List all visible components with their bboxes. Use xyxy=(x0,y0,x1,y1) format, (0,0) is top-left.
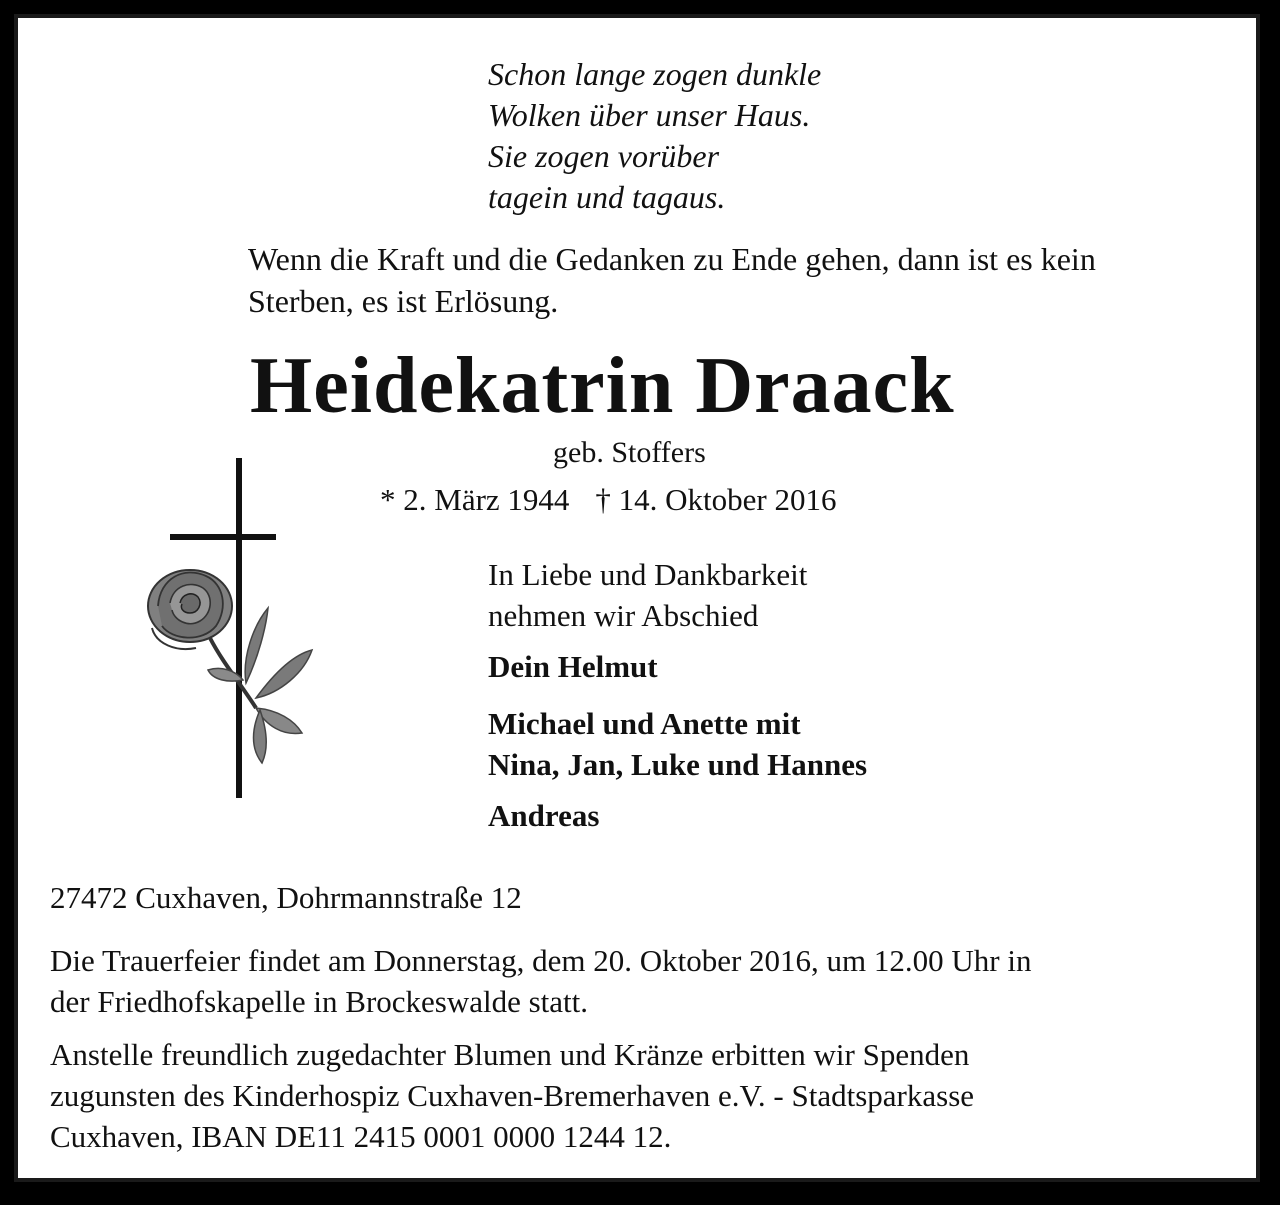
poem-line: tagein und tagaus. xyxy=(488,179,726,215)
death-date: † 14. Oktober 2016 xyxy=(595,482,837,517)
deceased-name: Heidekatrin Draack xyxy=(250,342,955,430)
mourner-name: Dein Helmut xyxy=(488,649,658,684)
poem-line: Sie zogen vorüber xyxy=(488,138,720,174)
rose-icon xyxy=(148,570,312,763)
farewell-block xyxy=(488,554,867,836)
funeral-service-info xyxy=(50,940,1031,1022)
poem xyxy=(488,54,821,218)
donation-line: zugunsten des Kinderhospiz Cuxhaven-Bremerhaven e.V. - Stadtsparkasse xyxy=(50,1078,975,1113)
mourner-name: Andreas xyxy=(488,798,600,833)
maiden-name: geb. Stoffers xyxy=(553,436,706,469)
donation-info xyxy=(50,1034,974,1157)
birth-date: * 2. März 1944 xyxy=(380,482,570,517)
mourner-name: Nina, Jan, Luke und Hannes xyxy=(488,747,868,782)
quote xyxy=(248,238,1096,322)
poem-line: Schon lange zogen dunkle xyxy=(488,56,822,92)
service-line: Die Trauerfeier findet am Donnerstag, dem 20. Oktober 2016, um 12.00 Uhr in xyxy=(50,943,1032,978)
quote-line: Sterben, es ist Erlösung. xyxy=(248,283,559,319)
farewell-line: In Liebe und Dankbarkeit xyxy=(488,557,808,592)
cross-and-rose xyxy=(128,458,328,813)
mourner-name: Michael und Anette mit xyxy=(488,706,801,741)
service-line: der Friedhofskapelle in Brockeswalde statt. xyxy=(50,984,589,1019)
farewell-line: nehmen wir Abschied xyxy=(488,598,759,633)
quote-line: Wenn die Kraft und die Gedanken zu Ende gehen, dann ist es kein xyxy=(248,241,1096,277)
donation-line: Anstelle freundlich zugedachter Blumen und Kränze erbitten wir Spenden xyxy=(50,1037,970,1072)
family-address: 27472 Cuxhaven, Dohrmannstraße 12 xyxy=(50,880,522,915)
obituary-notice xyxy=(14,14,1260,1182)
poem-line: Wolken über unser Haus. xyxy=(488,97,811,133)
life-dates xyxy=(380,482,837,518)
donation-line: Cuxhaven, IBAN DE11 2415 0001 0000 1244 12. xyxy=(50,1119,672,1154)
